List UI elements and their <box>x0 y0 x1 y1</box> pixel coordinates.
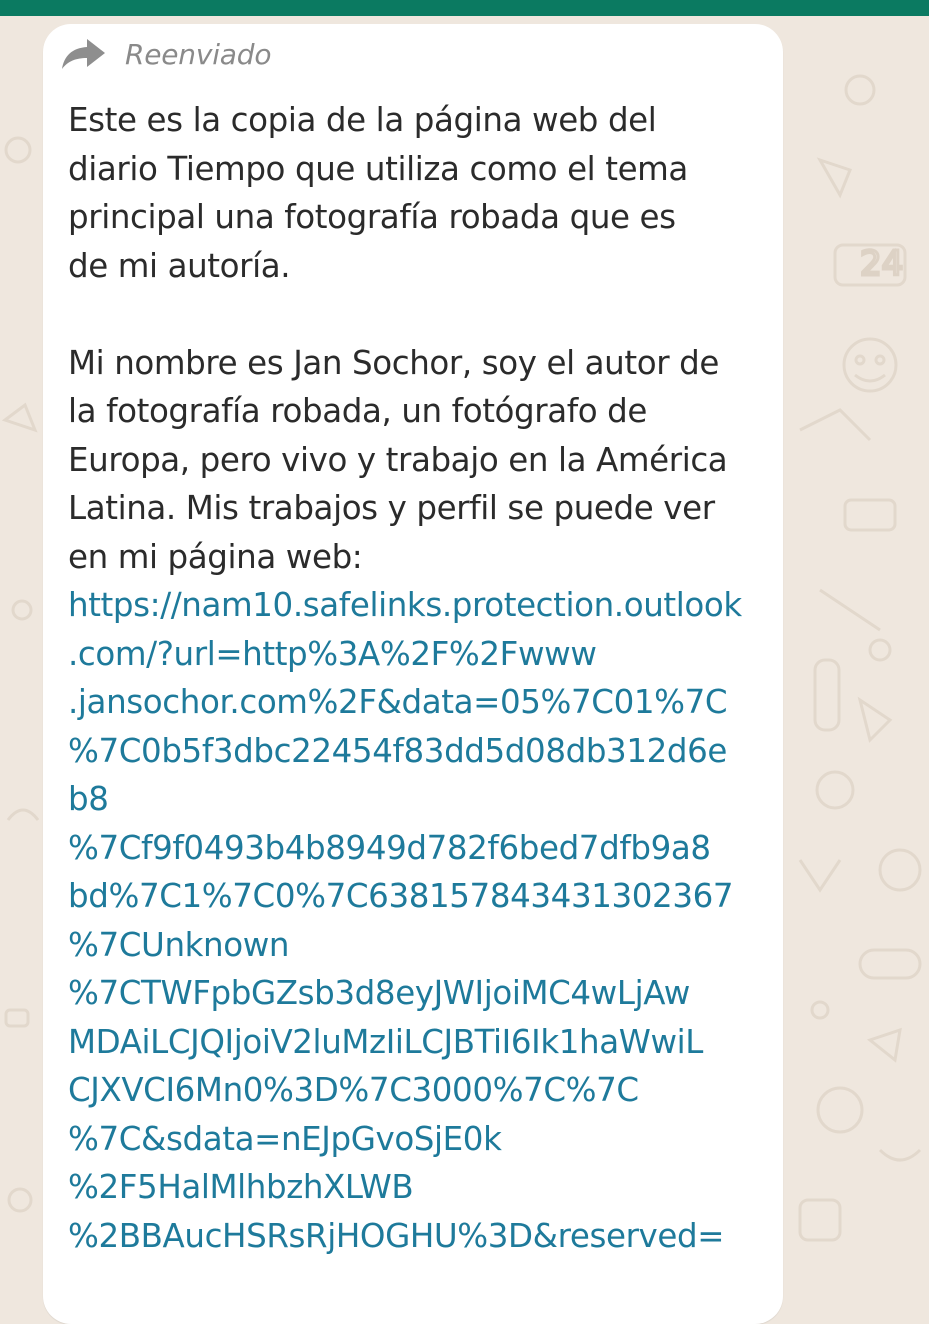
message-line: Europa, pero vivo y trabajo en la América <box>68 440 728 479</box>
message-line: la fotografía robada, un fotógrafo de <box>68 392 648 430</box>
message-text <box>68 96 768 1260</box>
link-line[interactable]: bd%7C1%7C0%7C638157843431302367 <box>68 877 734 915</box>
forward-arrow-icon <box>61 36 107 72</box>
link-line[interactable]: %7CUnknown <box>68 925 290 964</box>
link-line[interactable]: %7Cf9f0493b4b8949d782f6bed7dfb9a8 <box>68 828 711 867</box>
forwarded-label: Reenviado <box>125 37 272 71</box>
message-line: Latina. Mis trabajos y perfil se puede ver <box>68 489 715 527</box>
link-line[interactable]: MDAiLCJQIjoiV2luMzIiLCJBTiI6Ik1haWwiL <box>68 1022 703 1061</box>
message-line: Este es la copia de la página web del <box>68 101 657 139</box>
link-line[interactable]: CJXVCI6Mn0%3D%7C3000%7C%7C <box>68 1071 639 1109</box>
link-line[interactable]: b8 <box>68 780 109 818</box>
link-line[interactable]: %2F5HalMlhbzhXLWB <box>68 1168 414 1206</box>
message-bubble[interactable] <box>43 24 783 1324</box>
link-line[interactable]: .com/?url=http%3A%2F%2Fwww <box>68 634 597 673</box>
link-line[interactable]: .jansochor.com%2F&data=05%7C01%7C <box>68 683 728 721</box>
message-line: diario Tiempo que utiliza como el tema <box>68 149 688 188</box>
link-line[interactable]: %7CTWFpbGZsb3d8eyJWIjoiMC4wLjAw <box>68 974 690 1012</box>
link-line[interactable]: %2BBAucHSRsRjHOGHU%3D&reserved= <box>68 1216 725 1255</box>
paragraph-spacer <box>68 290 768 339</box>
message-line: en mi página web: <box>68 537 363 576</box>
svg-text:24: 24 <box>860 244 904 284</box>
safelink-url[interactable] <box>68 581 768 1260</box>
link-line[interactable]: %7C&sdata=nEJpGvoSjE0k <box>68 1119 502 1158</box>
chat-header-bar <box>0 0 929 16</box>
message-line: de mi autoría. <box>68 246 291 285</box>
message-line: principal una fotografía robada que es <box>68 198 676 236</box>
forwarded-indicator <box>61 34 271 74</box>
link-line[interactable]: %7C0b5f3dbc22454f83dd5d08db312d6e <box>68 731 727 770</box>
link-line[interactable]: https://nam10.safelinks.protection.outlook <box>68 586 742 624</box>
message-line: Mi nombre es Jan Sochor, soy el autor de <box>68 343 719 382</box>
